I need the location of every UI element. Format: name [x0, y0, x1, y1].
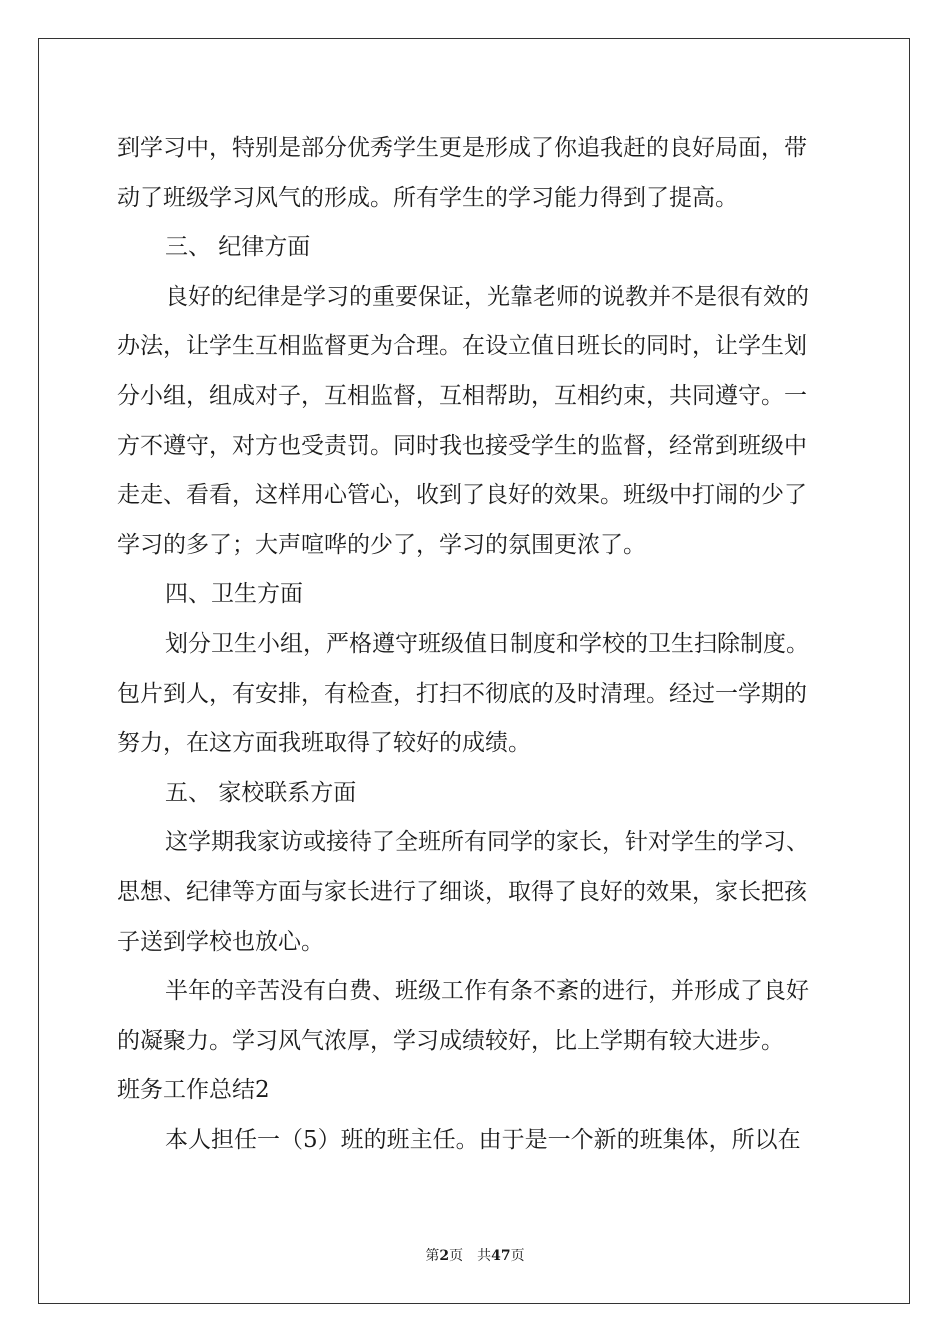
text-line: 良好的纪律是学习的重要保证，光靠老师的说教并不是很有效的: [165, 283, 809, 310]
text-line: 思想、纪律等方面与家长进行了细谈，取得了良好的效果，家长把孩: [117, 878, 807, 905]
footer-page-suffix: 页: [449, 1248, 464, 1264]
text-line: 方不遵守，对方也受责罚。同时我也接受学生的监督，经常到班级中: [117, 432, 807, 459]
page-footer: [0, 1246, 950, 1266]
footer-total-prefix: 共: [477, 1248, 492, 1264]
text-line: 划分卫生小组，严格遵守班级值日制度和学校的卫生扫除制度。: [165, 630, 809, 657]
text-line: 到学习中，特别是部分优秀学生更是形成了你追我赶的良好局面，带: [117, 135, 807, 161]
text-line: 走走、看看，这样用心管心，收到了良好的效果。班级中打闹的少了: [117, 482, 807, 509]
text-line: 包片到人，有安排，有检查，打扫不彻底的及时清理。经过一学期的: [117, 680, 807, 707]
document-body: [117, 124, 833, 1165]
section-heading: 五、 家校联系方面: [165, 779, 357, 806]
footer-total-suffix: 页: [510, 1248, 525, 1264]
text-line: 本人担任一（5）班的班主任。由于是一个新的班集体，所以在: [165, 1126, 801, 1153]
document-subtitle: 班务工作总结2: [117, 1077, 270, 1104]
text-line: 努力，在这方面我班取得了较好的成绩。: [117, 730, 531, 757]
footer-page-prefix: 第: [425, 1248, 440, 1264]
footer-page-number: 2: [439, 1248, 450, 1264]
section-heading: 三、 纪律方面: [165, 234, 311, 261]
text-line: 子送到学校也放心。: [117, 928, 324, 955]
section-heading: 四、卫生方面: [165, 581, 303, 608]
footer-total-number: 47: [491, 1248, 511, 1264]
text-line: 这学期我家访或接待了全班所有同学的家长，针对学生的学习、: [165, 829, 809, 856]
text-line: 学习的多了；大声喧哗的少了，学习的氛围更浓了。: [117, 531, 646, 558]
text-line: 动了班级学习风气的形成。所有学生的学习能力得到了提高。: [117, 184, 738, 211]
text-line: 办法，让学生互相监督更为合理。在设立值日班长的同时，让学生划: [117, 333, 807, 360]
text-line: 分小组，组成对子，互相监督，互相帮助，互相约束，共同遵守。一: [117, 382, 807, 409]
text-line: 半年的辛苦没有白费、班级工作有条不紊的进行，并形成了良好: [165, 978, 809, 1005]
text-line: 的凝聚力。学习风气浓厚，学习成绩较好，比上学期有较大进步。: [117, 1027, 784, 1054]
